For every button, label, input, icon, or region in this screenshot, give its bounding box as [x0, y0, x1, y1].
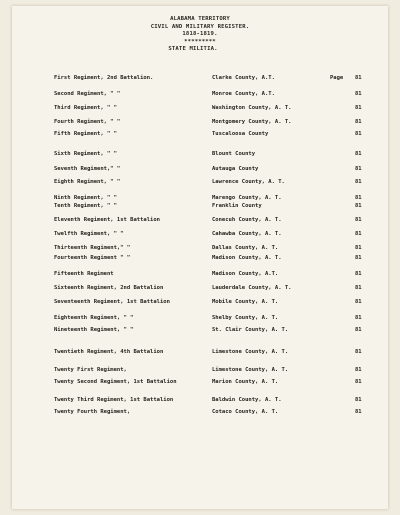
page-number: 81: [355, 217, 362, 223]
regiment-name: Seventeenth Regiment, 1st Battalion: [54, 299, 170, 305]
page-number: 81: [355, 379, 362, 385]
register-row: [12, 284, 388, 292]
page-number: 81: [355, 105, 362, 111]
register-row: [12, 298, 388, 306]
regiment-name: Fifth Regiment, " ": [54, 131, 117, 137]
header-territory: ALABAMA TERRITORY: [170, 16, 230, 22]
county-name: Monroe County, A.T.: [212, 91, 275, 97]
regiment-name: Twentieth Regiment, 4th Battalion: [54, 349, 164, 355]
regiment-name: Sixteenth Regiment, 2nd Battalion: [54, 285, 164, 291]
county-name: Lauderdale County, A. T.: [212, 285, 292, 291]
page-number: 81: [355, 131, 362, 137]
county-name: Limestone County, A. T.: [212, 349, 289, 355]
page-number: 81: [355, 231, 362, 237]
county-name: Tuscaloosa County: [212, 131, 269, 137]
county-name: Madison County, A.T.: [212, 271, 279, 277]
page-number: 81: [355, 255, 362, 261]
register-row: [12, 150, 388, 158]
register-row: [12, 244, 388, 252]
regiment-name: Sixth Regiment, " ": [54, 151, 117, 157]
register-row: [12, 326, 388, 334]
page-number: 81: [355, 119, 362, 125]
register-row: [12, 202, 388, 210]
register-row: [12, 408, 388, 416]
register-row: [12, 74, 388, 82]
register-row: [12, 90, 388, 98]
county-name: Cahawba County, A. T.: [212, 231, 282, 237]
county-name: Mobile County, A. T.: [212, 299, 279, 305]
page-number: 81: [355, 75, 362, 81]
regiment-name: Eighteenth Regiment, " ": [54, 315, 134, 321]
county-name: Madison County, A. T.: [212, 255, 282, 261]
county-name: Baldwin County, A. T.: [212, 397, 282, 403]
regiment-name: First Regiment, 2nd Battalion.: [54, 75, 154, 81]
county-name: Franklin County: [212, 203, 262, 209]
register-row: [12, 104, 388, 112]
page-number: 81: [355, 327, 362, 333]
regiment-name: Twenty First Regiment,: [54, 367, 127, 373]
document-page: [12, 6, 388, 509]
regiment-name: Thirteenth Regiment," ": [54, 245, 131, 251]
regiment-name: Twenty Second Regiment, 1st Battalion: [54, 379, 177, 385]
regiment-name: Ninth Regiment, " ": [54, 195, 117, 201]
register-row: [12, 378, 388, 386]
header-divider: *********: [184, 38, 216, 45]
county-name: Blount County: [212, 151, 256, 157]
register-row: [12, 366, 388, 374]
county-name: Shelby County, A. T.: [212, 315, 279, 321]
header-years: 1818-1819.: [182, 31, 218, 38]
header-register-title: CIVIL AND MILITARY REGISTER.: [150, 23, 250, 30]
page-number: 81: [355, 397, 362, 403]
regiment-name: Third Regiment, " ": [54, 105, 117, 111]
county-name: Cotaco County, A. T.: [212, 409, 279, 415]
county-name: Autauga County: [212, 166, 259, 172]
page-number: 81: [355, 179, 362, 185]
regiment-name: Seventh Regiment," ": [54, 166, 121, 172]
page-number: 81: [355, 166, 362, 172]
page-number: 81: [355, 299, 362, 305]
regiment-name: Second Regiment, " ": [54, 91, 121, 97]
register-row: [12, 314, 388, 322]
page-number: 81: [355, 245, 362, 251]
page-number: 81: [355, 409, 362, 415]
page-label: Page: [330, 75, 344, 81]
document-header: [12, 16, 388, 54]
page-number: 81: [355, 195, 362, 201]
page-number: 81: [355, 203, 362, 209]
county-name: Limestone County, A. T.: [212, 367, 289, 373]
regiment-name: Twelfth Regiment, " ": [54, 231, 124, 237]
regiment-name: Eleventh Regiment, 1st Battalion: [54, 217, 160, 223]
regiment-name: Twenty Fourth Regiment,: [54, 409, 131, 415]
regiment-name: Tenth Regiment, " ": [54, 203, 117, 209]
county-name: Montgomery County, A. T.: [212, 119, 292, 125]
regiment-name: Fifteenth Regiment: [54, 271, 114, 277]
page-number: 81: [355, 285, 362, 291]
county-name: Marengo County, A. T.: [212, 195, 282, 201]
page-number: 81: [355, 151, 362, 157]
page-number: 81: [355, 91, 362, 97]
county-name: Dallas County, A. T.: [212, 245, 279, 251]
page-number: 81: [355, 367, 362, 373]
county-name: Clarke County, A.T.: [212, 75, 275, 81]
county-name: St. Clair County, A. T.: [212, 327, 289, 333]
register-row: [12, 194, 388, 202]
register-row: [12, 118, 388, 126]
register-row: [12, 165, 388, 173]
register-row: [12, 130, 388, 138]
county-name: Washington County, A. T.: [212, 105, 292, 111]
register-row: [12, 230, 388, 238]
register-row: [12, 216, 388, 224]
county-name: Marion County, A. T.: [212, 379, 279, 385]
page-number: 81: [355, 349, 362, 355]
county-name: Conecuh County, A. T.: [212, 217, 282, 223]
register-row: [12, 254, 388, 262]
header-section-title: STATE MILITIA.: [168, 46, 218, 53]
county-name: Lawrence County, A. T.: [212, 179, 285, 185]
regiment-name: Fourth Regiment, " ": [54, 119, 121, 125]
page-number: 81: [355, 271, 362, 277]
regiment-name: Nineteenth Regiment, " ": [54, 327, 134, 333]
register-row: [12, 178, 388, 186]
register-row: [12, 270, 388, 278]
page-number: 81: [355, 315, 362, 321]
regiment-name: Eighth Regiment, " ": [54, 179, 121, 185]
regiment-name: Fourteenth Regiment " ": [54, 255, 131, 261]
register-row: [12, 396, 388, 404]
register-row: [12, 348, 388, 356]
regiment-name: Twenty Third Regiment, 1st Battalion: [54, 397, 174, 403]
